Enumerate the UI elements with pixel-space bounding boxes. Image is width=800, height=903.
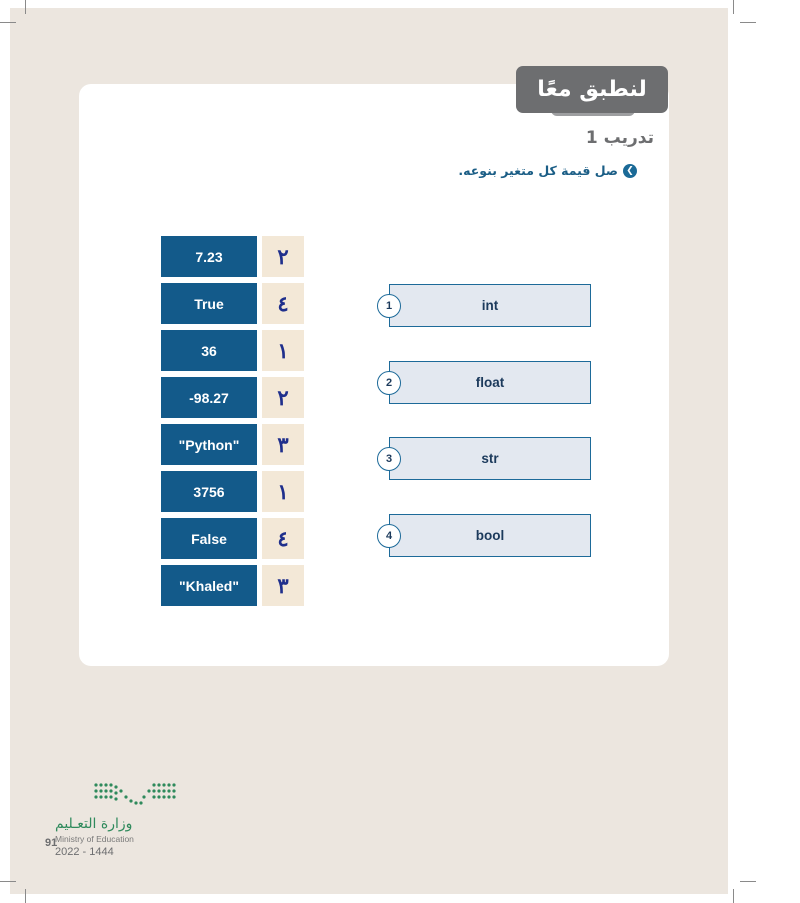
answer-box[interactable]: ١ [262, 471, 304, 512]
crop-mark [0, 881, 16, 882]
type-box-float[interactable]: float [389, 361, 591, 404]
value-box[interactable]: "Python" [161, 424, 257, 465]
value-box[interactable]: 7.23 [161, 236, 257, 277]
answer-box[interactable]: ٤ [262, 283, 304, 324]
value-box[interactable]: "Khaled" [161, 565, 257, 606]
crop-mark [733, 889, 734, 903]
value-row [161, 424, 304, 465]
type-box-int[interactable]: int [389, 284, 591, 327]
value-row [161, 565, 304, 606]
answer-box[interactable]: ٣ [262, 565, 304, 606]
value-box[interactable]: True [161, 283, 257, 324]
ministry-logo-icon [92, 781, 182, 807]
edition-year: 2022 - 1444 [55, 846, 114, 858]
value-row [161, 283, 304, 324]
value-row [161, 518, 304, 559]
section-header-tab: لنطبق معًا [516, 66, 668, 113]
crop-mark [25, 889, 26, 903]
value-box[interactable]: False [161, 518, 257, 559]
page-number: 91 [45, 837, 58, 849]
answer-box[interactable]: ٢ [262, 236, 304, 277]
exercise-title: تدريب 1 [585, 128, 654, 148]
value-row [161, 330, 304, 371]
value-box[interactable]: 3756 [161, 471, 257, 512]
value-box[interactable]: -98.27 [161, 377, 257, 418]
crop-mark [0, 22, 16, 23]
crop-mark [740, 22, 756, 23]
type-box-bool[interactable]: bool [389, 514, 591, 557]
type-number-badge: 2 [377, 371, 401, 395]
crop-mark [740, 881, 756, 882]
value-box[interactable]: 36 [161, 330, 257, 371]
instruction [458, 163, 637, 178]
type-number-badge: 3 [377, 447, 401, 471]
answer-box[interactable]: ٣ [262, 424, 304, 465]
type-number-badge: 1 [377, 294, 401, 318]
crop-mark [25, 0, 26, 14]
ministry-name-english: Ministry of Education [55, 834, 134, 844]
ministry-name-arabic: وزارة التعـليم [55, 816, 133, 832]
type-number-badge: 4 [377, 524, 401, 548]
type-box-str[interactable]: str [389, 437, 591, 480]
instruction-text: صل قيمة كل متغير بنوعه. [458, 163, 618, 178]
answer-box[interactable]: ١ [262, 330, 304, 371]
answer-box[interactable]: ٤ [262, 518, 304, 559]
value-row [161, 377, 304, 418]
value-row [161, 471, 304, 512]
value-row [161, 236, 304, 277]
answer-box[interactable]: ٢ [262, 377, 304, 418]
chevron-bullet-icon: ❯ [623, 164, 637, 178]
crop-mark [733, 0, 734, 14]
